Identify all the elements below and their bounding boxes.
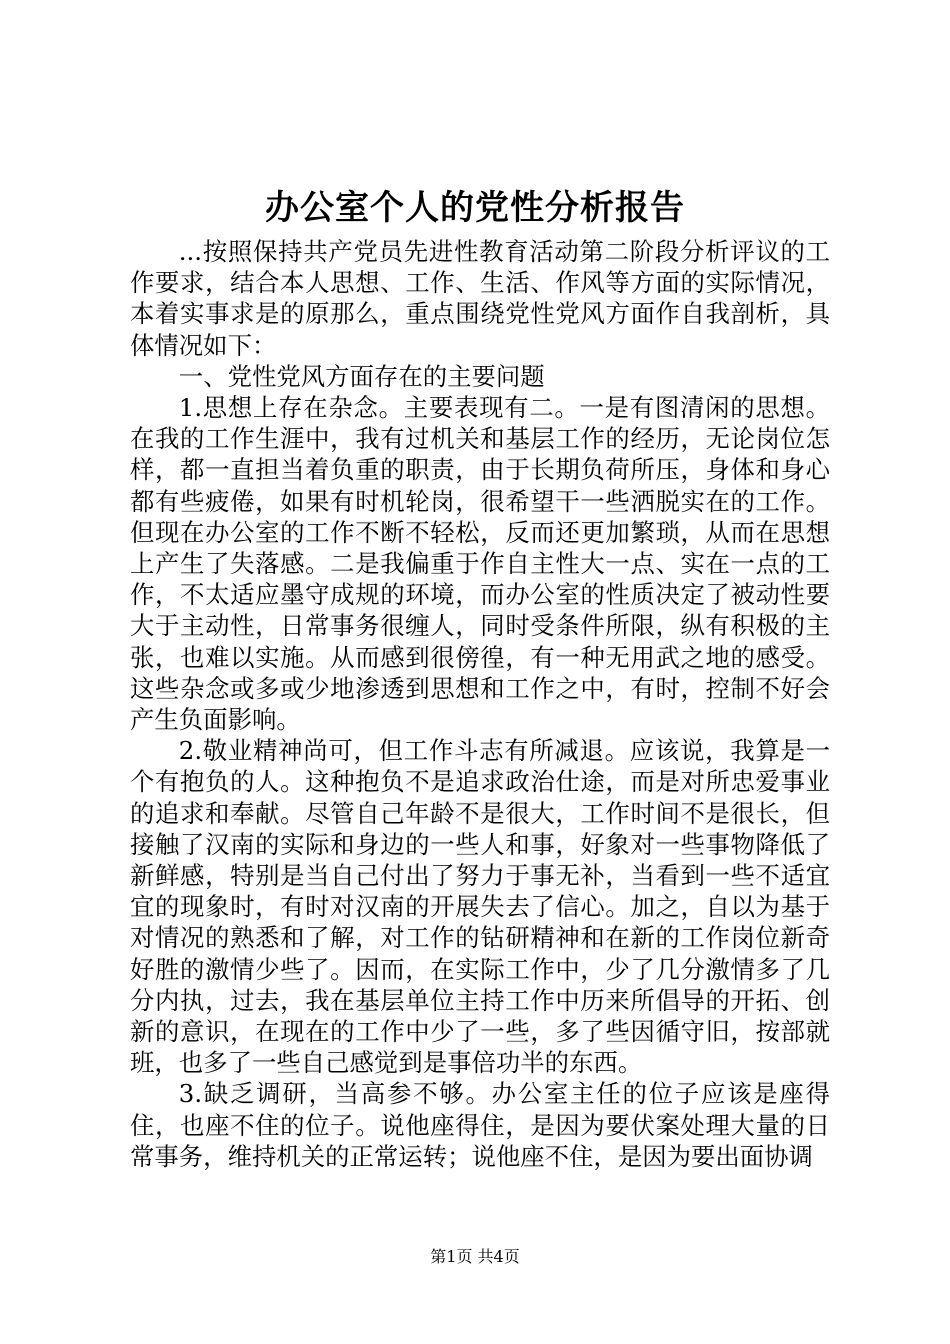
document-body <box>130 236 830 1172</box>
point-2-paragraph: 2.敬业精神尚可，但工作斗志有所减退。应该说，我算是一个有抱负的人。这种抱负不是追求政治仕途，而是对所忠爱事业的追求和奉献。尽管自己年龄不是很大，工作时间不是很长，但接触了汉南的实际和身边的一些人和事，好象对一些事物降低了新鲜感，特别是当自己付出了努力于事无补，当看到一些不适宜宜的现象时，有时对汉南的开展失去了信心。加之，自以为基于对情况的熟悉和了解，对工作的钻研精神和在新的工作岗位新奇好胜的激情少些了。因而，在实际工作中，少了几分激情多了几分内执，过去，我在基层单位主持工作中历来所倡导的开拓、创新的意识，在现在的工作中少了一些，多了些因循守旧，按部就班，也多了一些自己感觉到是事倍功半的东西。 <box>130 736 830 1078</box>
point-1-paragraph: 1.思想上存在杂念。主要表现有二。一是有图清闲的思想。在我的工作生涯中，我有过机关和基层工作的经历，无论岗位怎样，都一直担当着负重的职责，由于长期负荷所压，身体和身心都有些疲倦，如果有时机轮岗，很希望干一些洒脱实在的工作。但现在办公室的工作不断不轻松，反而还更加繁琐，从而在思想上产生了失落感。二是我偏重于作自主性大一点、实在一点的工作，不太适应墨守成规的环境，而办公室的性质决定了被动性要大于主动性，日常事务很缠人，同时受条件所限，纵有积极的主张，也难以实施。从而感到很傍徨，有一种无用武之地的感受。这些杂念或多或少地渗透到思想和工作之中，有时，控制不好会产生负面影响。 <box>130 393 830 735</box>
intro-paragraph: ...按照保持共产党员先进性教育活动第二阶段分析评议的工作要求，结合本人思想、工作、生活、作风等方面的实际情况，本着实事求是的原那么，重点围绕党性党风方面作自我剖析，具体情况如下： <box>130 237 830 360</box>
page-number-footer: 第1页 共4页 <box>430 1247 520 1266</box>
document-title: 办公室个人的党性分析报告 <box>265 188 685 228</box>
section-heading: 一、党性党风方面存在的主要问题 <box>178 361 545 391</box>
point-3-paragraph: 3.缺乏调研，当高参不够。办公室主任的位子应该是座得住，也座不住的位子。说他座得住，是因为要伏案处理大量的日常事务，维持机关的正常运转；说他座不住，是因为要出面协调 <box>130 1079 830 1171</box>
